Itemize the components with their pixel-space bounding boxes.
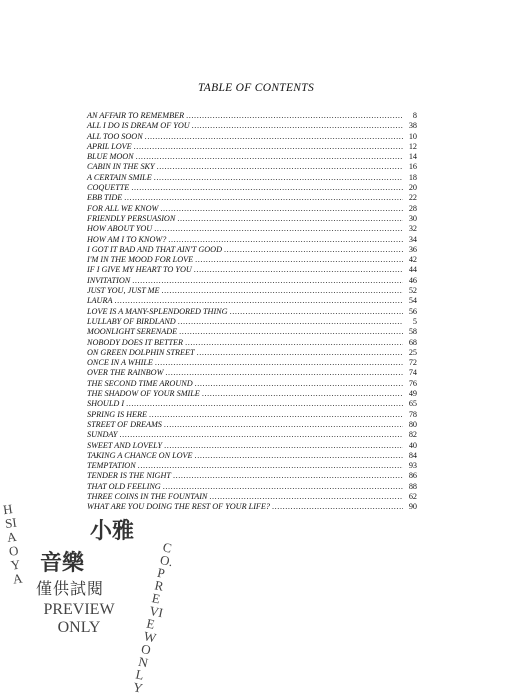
toc-entry-title: THE SHADOW OF YOUR SMILE — [87, 389, 200, 399]
toc-dot-leader — [272, 502, 403, 512]
toc-entry-page-number: 88 — [408, 481, 417, 491]
toc-entry-page-number: 34 — [408, 234, 417, 244]
toc-entry — [87, 327, 417, 337]
toc-dot-leader — [230, 307, 403, 317]
toc-entry-page-number: 12 — [408, 141, 417, 151]
toc-dot-leader — [138, 461, 403, 471]
toc-entry-title: IF I GIVE MY HEART TO YOU — [87, 265, 192, 275]
toc-dot-leader — [179, 327, 403, 337]
toc-entry-page-number: 30 — [408, 213, 417, 223]
toc-entry-title: SUNDAY — [87, 430, 118, 440]
watermark-ring-right-text: CO. PREVIEW ONLY — [131, 539, 175, 696]
toc-entry-page-number: 93 — [408, 461, 417, 471]
toc-dot-leader — [145, 132, 403, 142]
toc-entry — [87, 430, 417, 440]
toc-entry — [87, 389, 417, 399]
toc-entry-page-number: 22 — [408, 193, 417, 203]
toc-entry-title: MOONLIGHT SERENADE — [87, 327, 178, 337]
toc-entry-page-number: 52 — [408, 286, 417, 296]
toc-dot-leader — [126, 399, 403, 409]
toc-dot-leader — [194, 265, 403, 275]
toc-dot-leader — [131, 183, 403, 193]
toc-dot-leader — [164, 441, 403, 451]
toc-entry — [87, 162, 417, 172]
toc-entry-title: THE SECOND TIME AROUND — [87, 378, 193, 388]
toc-entry-title: TAKING A CHANCE ON LOVE — [87, 450, 193, 460]
table-of-contents — [87, 111, 417, 513]
toc-entry-title: FRIENDLY PERSUASION — [87, 213, 176, 223]
toc-entry — [87, 410, 417, 420]
toc-entry-title: SPRING IS HERE — [87, 409, 148, 419]
toc-entry-title: I'M IN THE MOOD FOR LOVE — [87, 255, 194, 265]
toc-entry-page-number: 10 — [408, 131, 417, 141]
toc-entry-title: SHOULD I — [87, 399, 125, 409]
toc-entry — [87, 368, 417, 378]
toc-entry-title: HOW ABOUT YOU — [87, 224, 153, 234]
toc-entry-page-number: 78 — [408, 409, 417, 419]
toc-entry-title: CABIN IN THE SKY — [87, 162, 155, 172]
toc-entry-page-number: 14 — [408, 152, 417, 162]
toc-entry-page-number: 8 — [412, 111, 417, 120]
toc-entry-page-number: 42 — [408, 255, 417, 265]
toc-entry-page-number: 80 — [408, 419, 417, 429]
toc-entry-page-number: 86 — [408, 471, 417, 481]
watermark-cjk-line1: 小雅 — [90, 518, 135, 544]
toc-dot-leader — [195, 379, 403, 389]
toc-dot-leader — [160, 204, 403, 214]
toc-entry-page-number: 20 — [408, 183, 417, 193]
toc-entry-page-number: 58 — [408, 327, 417, 337]
toc-dot-leader — [154, 173, 403, 183]
toc-dot-leader — [177, 214, 403, 224]
toc-dot-leader — [165, 368, 403, 378]
toc-entry — [87, 121, 417, 131]
toc-entry-title: LOVE IS A MANY-SPLENDORED THING — [87, 306, 228, 316]
toc-dot-leader — [202, 389, 403, 399]
toc-entry-page-number: 25 — [408, 347, 417, 357]
toc-entry — [87, 286, 417, 296]
toc-entry — [87, 224, 417, 234]
toc-entry-page-number: 46 — [408, 275, 417, 285]
toc-dot-leader — [161, 286, 403, 296]
toc-entry-page-number: 82 — [408, 430, 417, 440]
toc-entry-title: I GOT IT BAD AND THAT AIN'T GOOD — [87, 244, 222, 254]
toc-entry-page-number: 56 — [408, 306, 417, 316]
toc-entry-title: LAURA — [87, 296, 113, 306]
toc-dot-leader — [195, 451, 403, 461]
toc-entry — [87, 348, 417, 358]
preview-watermark — [0, 480, 180, 696]
toc-entry-title: STREET OF DREAMS — [87, 419, 162, 429]
toc-entry — [87, 152, 417, 162]
toc-entry-title: APRIL LOVE — [87, 141, 132, 151]
toc-entry-page-number: 5 — [412, 316, 417, 326]
toc-entry-page-number: 36 — [408, 244, 417, 254]
watermark-preview-text: PREVIEW — [43, 601, 115, 618]
toc-entry-title: TEMPTATION — [87, 461, 136, 471]
toc-entry — [87, 358, 417, 368]
toc-dot-leader — [119, 430, 403, 440]
toc-entry-title: TENDER IS THE NIGHT — [87, 471, 171, 481]
toc-entry — [87, 142, 417, 152]
toc-entry-page-number: 38 — [408, 121, 417, 131]
toc-dot-leader — [209, 492, 403, 502]
toc-dot-leader — [132, 276, 403, 286]
toc-dot-leader — [186, 111, 403, 121]
toc-dot-leader — [195, 255, 403, 265]
toc-entry — [87, 235, 417, 245]
toc-dot-leader — [224, 245, 403, 255]
toc-entry-page-number: 28 — [408, 203, 417, 213]
toc-dot-leader — [155, 358, 403, 368]
toc-entry-page-number: 32 — [408, 224, 417, 234]
toc-entry — [87, 399, 417, 409]
toc-entry-title: INVITATION — [87, 275, 131, 285]
toc-entry — [87, 173, 417, 183]
toc-dot-leader — [149, 410, 403, 420]
toc-entry-title: AN AFFAIR TO REMEMBER — [87, 111, 185, 120]
toc-entry-page-number: 62 — [408, 491, 417, 501]
toc-entry-title: ONCE IN A WHILE — [87, 358, 153, 368]
toc-entry — [87, 132, 417, 142]
toc-entry — [87, 338, 417, 348]
toc-entry-page-number: 76 — [408, 378, 417, 388]
toc-entry — [87, 183, 417, 193]
toc-entry — [87, 420, 417, 430]
toc-entry-page-number: 90 — [408, 502, 417, 512]
toc-dot-leader — [164, 420, 403, 430]
toc-entry-title: LULLABY OF BIRDLAND — [87, 316, 176, 326]
toc-entry-title: SWEET AND LOVELY — [87, 440, 163, 450]
toc-entry-page-number: 84 — [408, 450, 417, 460]
page-title: TABLE OF CONTENTS — [197, 82, 315, 94]
toc-entry — [87, 461, 417, 471]
toc-dot-leader — [114, 296, 403, 306]
toc-dot-leader — [173, 471, 403, 481]
toc-entry-title: THREE COINS IN THE FOUNTAIN — [87, 491, 208, 501]
toc-entry-title: ALL I DO IS DREAM OF YOU — [87, 121, 190, 131]
toc-entry-page-number: 18 — [408, 172, 417, 182]
toc-entry-title: OVER THE RAINBOW — [87, 368, 164, 378]
toc-entry-page-number: 49 — [408, 389, 417, 399]
toc-dot-leader — [154, 224, 403, 234]
toc-entry — [87, 245, 417, 255]
toc-entry-title: HOW AM I TO KNOW? — [87, 234, 167, 244]
toc-entry — [87, 307, 417, 317]
toc-entry-title: WHAT ARE YOU DOING THE REST OF YOUR LIFE? — [87, 502, 271, 512]
toc-entry-title: NOBODY DOES IT BETTER — [87, 337, 184, 347]
toc-dot-leader — [197, 348, 403, 358]
toc-entry-page-number: 40 — [408, 440, 417, 450]
toc-entry-page-number: 54 — [408, 296, 417, 306]
toc-entry — [87, 296, 417, 306]
toc-entry — [87, 317, 417, 327]
toc-entry — [87, 214, 417, 224]
toc-entry-title: THAT OLD FEELING — [87, 481, 161, 491]
toc-entry-title: JUST YOU, JUST ME — [87, 286, 160, 296]
toc-entry-title: ALL TOO SOON — [87, 131, 143, 141]
watermark-cjk-line2: 音樂 — [40, 550, 85, 576]
toc-dot-leader — [163, 482, 403, 492]
toc-entry — [87, 204, 417, 214]
toc-dot-leader — [168, 235, 403, 245]
toc-entry-page-number: 74 — [408, 368, 417, 378]
toc-entry-page-number: 65 — [408, 399, 417, 409]
toc-entry-title: COQUETTE — [87, 183, 130, 193]
toc-entry — [87, 265, 417, 275]
toc-dot-leader — [178, 317, 403, 327]
toc-dot-leader — [136, 152, 403, 162]
toc-entry — [87, 111, 417, 121]
toc-dot-leader — [124, 193, 403, 203]
toc-entry-page-number: 68 — [408, 337, 417, 347]
toc-entry — [87, 255, 417, 265]
toc-entry-title: FOR ALL WE KNOW — [87, 203, 159, 213]
toc-entry-title: A CERTAIN SMILE — [87, 172, 152, 182]
toc-entry-page-number: 44 — [408, 265, 417, 275]
watermark-cjk-line3: 僅供試閱 — [36, 579, 105, 598]
toc-entry-page-number: 72 — [408, 358, 417, 368]
watermark-ring-left-text: HSIAOYA — [2, 501, 24, 587]
toc-entry-title: EBB TIDE — [87, 193, 123, 203]
toc-entry — [87, 276, 417, 286]
toc-dot-leader — [157, 162, 403, 172]
toc-entry — [87, 379, 417, 389]
toc-dot-leader — [185, 338, 403, 348]
toc-entry-title: ON GREEN DOLPHIN STREET — [87, 347, 195, 357]
toc-dot-leader — [192, 121, 403, 131]
toc-entry — [87, 193, 417, 203]
toc-entry-page-number: 16 — [408, 162, 417, 172]
toc-entry — [87, 441, 417, 451]
toc-entry-title: BLUE MOON — [87, 152, 134, 162]
toc-entry — [87, 451, 417, 461]
toc-dot-leader — [134, 142, 403, 152]
watermark-only-text: ONLY — [57, 619, 101, 636]
